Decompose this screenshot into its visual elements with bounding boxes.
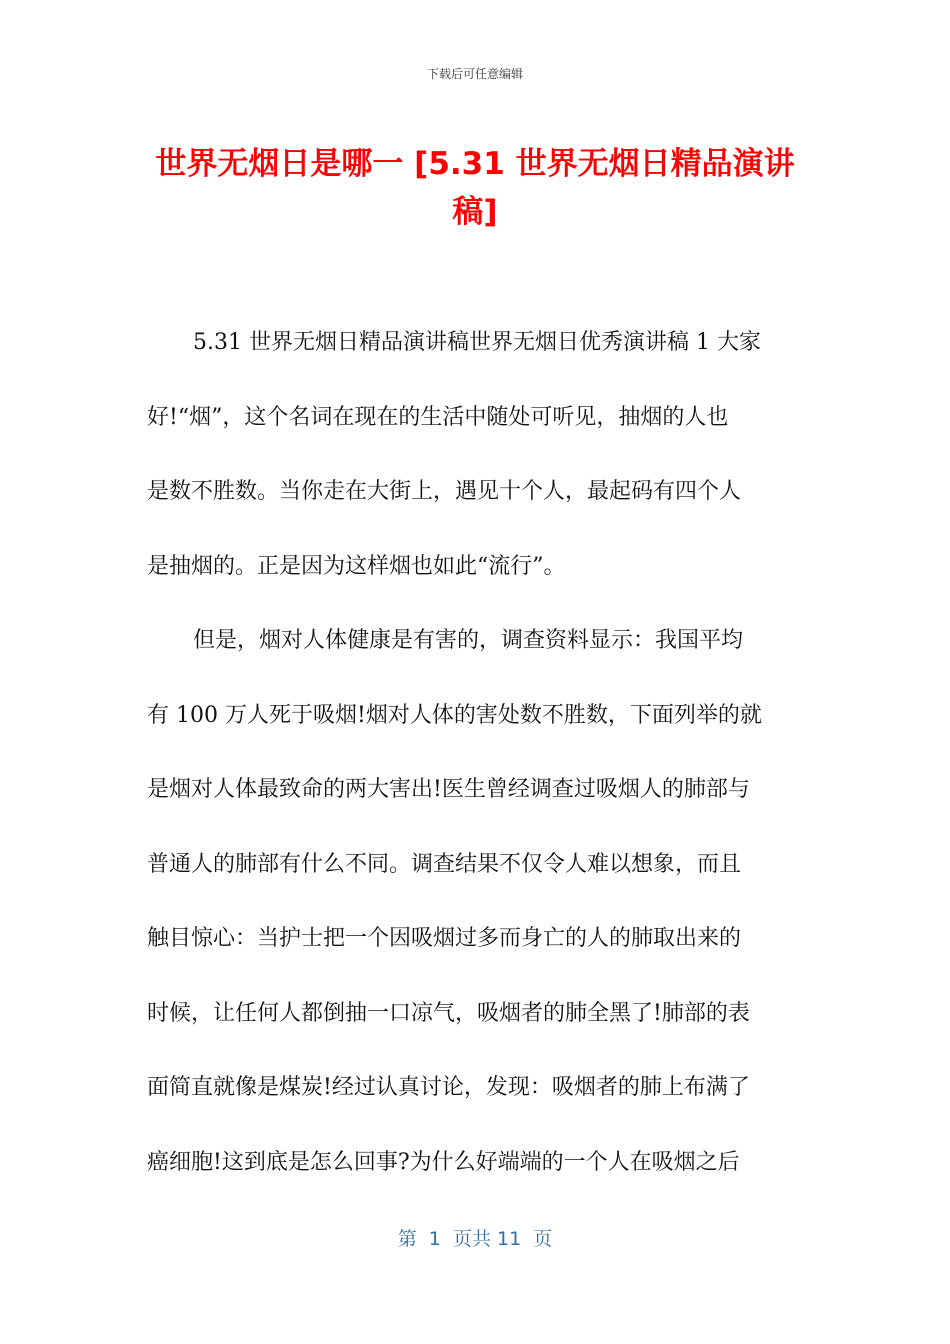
body-line: 好!“烟”，这个名词在现在的生活中随处可听见，抽烟的人也	[147, 404, 729, 430]
body-line: 是数不胜数。当你走在大街上，遇见十个人，最起码有四个人	[147, 479, 742, 504]
header-note: 下载后可任意编辑	[426, 67, 523, 81]
body-line: 癌细胞!这到底是怎么回事?为什么好端端的一个人在吸烟之后	[147, 1149, 740, 1175]
document-title: 世界无烟日是哪一 [5.31 世界无烟日精品演讲稿]	[155, 146, 795, 230]
body-line: 时候，让任何人都倒抽一口凉气，吸烟者的肺全黑了!肺部的表	[147, 1000, 750, 1026]
body-text	[147, 323, 803, 1217]
body-line: 5.31 世界无烟日精品演讲稿世界无烟日优秀演讲稿 1 大家	[193, 330, 761, 355]
body-line: 是抽烟的。正是因为这样烟也如此“流行”。	[147, 553, 566, 579]
body-line: 但是，烟对人体健康是有害的，调查资料显示：我国平均	[193, 628, 744, 653]
body-line: 面简直就像是煤炭!经过认真讨论，发现：吸烟者的肺上布满了	[147, 1075, 750, 1100]
body-line: 触目惊心：当护士把一个因吸烟过多而身亡的人的肺取出来的	[147, 926, 742, 951]
body-line: 有 100 万人死于吸烟!烟对人体的害处数不胜数，下面列举的就	[147, 702, 762, 728]
body-line: 普通人的肺部有什么不同。调查结果不仅令人难以想象，而且	[147, 851, 742, 877]
body-line: 是烟对人体最致命的两大害出!医生曾经调查过吸烟人的肺部与	[147, 777, 750, 802]
page-number-footer: 第 1 页共 11 页	[397, 1228, 553, 1250]
